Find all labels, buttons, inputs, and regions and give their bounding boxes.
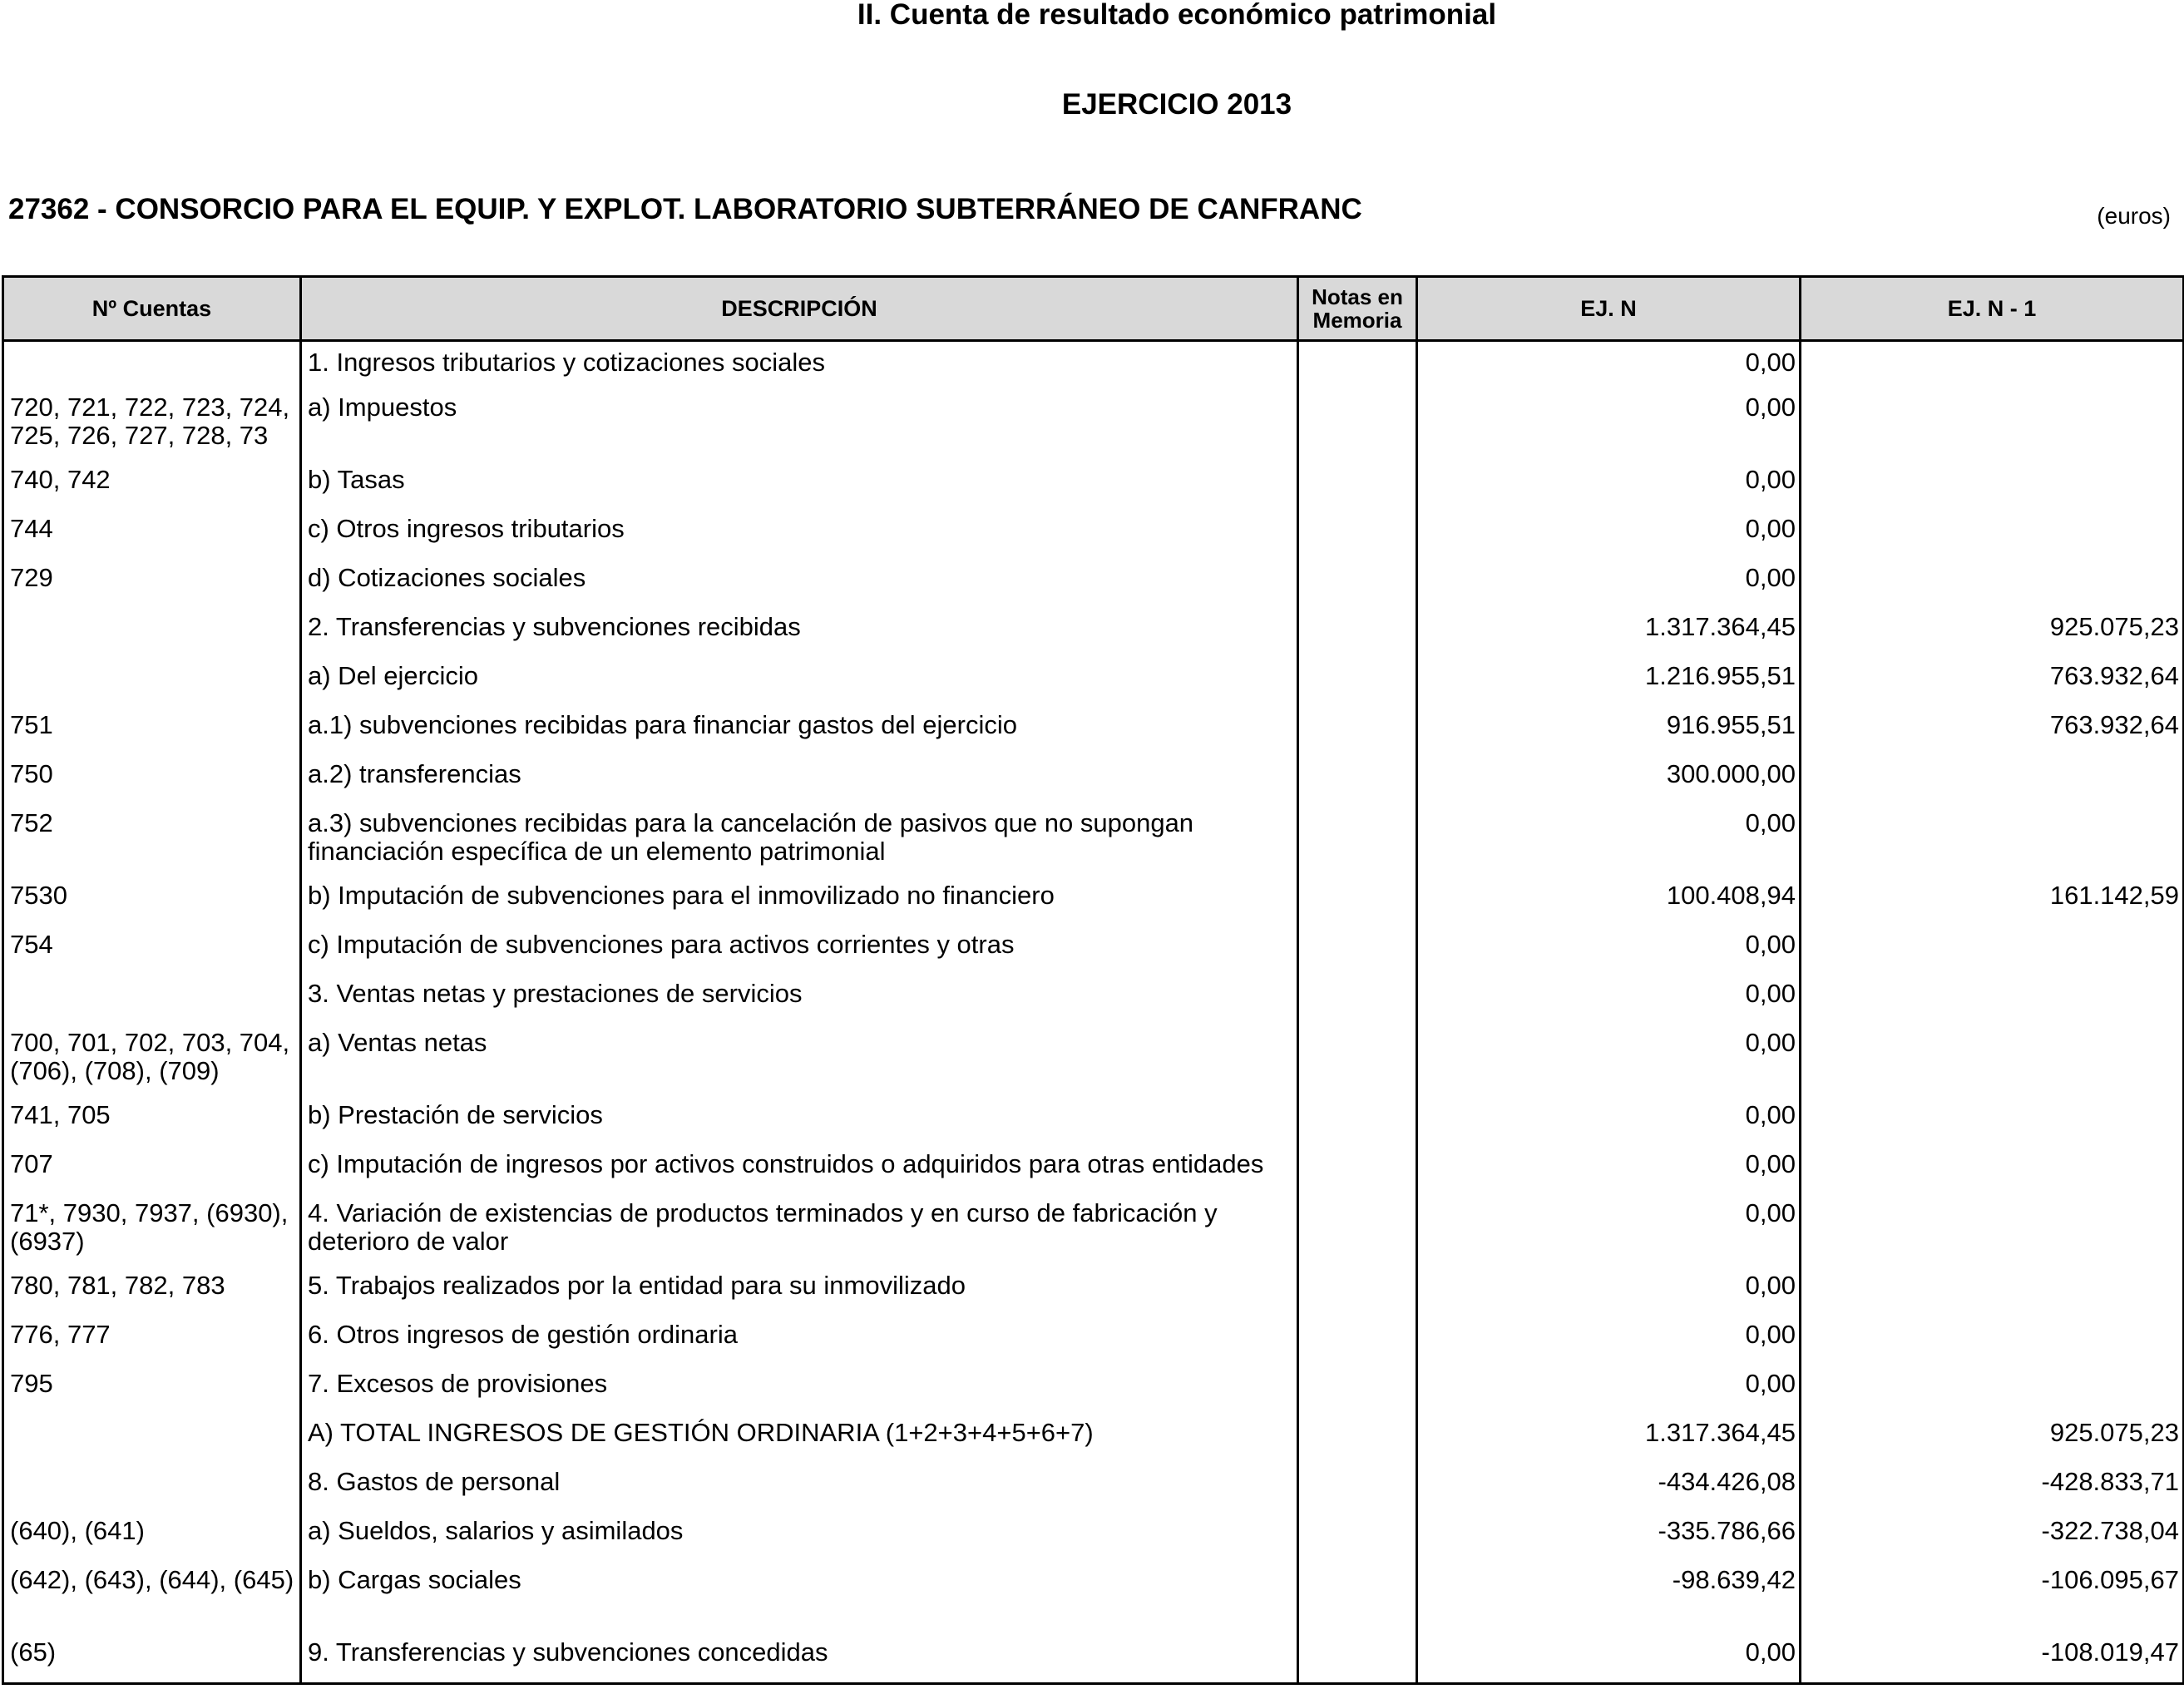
account-cell: 780, 781, 782, 783 (3, 1268, 301, 1317)
description-cell: d) Cotizaciones sociales (301, 561, 1298, 610)
account-cell: (642), (643), (644), (645) (3, 1563, 301, 1635)
account-cell: 754 (3, 927, 301, 976)
account-cell (3, 659, 301, 708)
account-cell: 751 (3, 708, 301, 757)
account-cell: 744 (3, 511, 301, 561)
table-row (3, 806, 2184, 878)
description-cell: 6. Otros ingresos de gestión ordinaria (301, 1317, 1298, 1366)
table-row (3, 1268, 2184, 1317)
account-cell: 741, 705 (3, 1098, 301, 1147)
ej-n1-value: 763.932,64 (1801, 659, 2184, 708)
ej-n1-value: -106.095,67 (1801, 1563, 2184, 1635)
description-cell: b) Imputación de subvenciones para el inmovilizado no financiero (301, 878, 1298, 927)
notes-cell (1298, 561, 1417, 610)
account-cell: 776, 777 (3, 1317, 301, 1366)
column-header-accounts: Nº Cuentas (3, 277, 301, 341)
ej-n-value: 0,00 (1417, 806, 1801, 878)
ej-n-value: 1.317.364,45 (1417, 610, 1801, 659)
ej-n-value: 0,00 (1417, 1098, 1801, 1147)
account-cell (3, 341, 301, 390)
table-row (3, 1366, 2184, 1415)
table-row (3, 1025, 2184, 1098)
ej-n1-value (1801, 1366, 2184, 1415)
ej-n1-value: -322.738,04 (1801, 1514, 2184, 1563)
ej-n1-value: 925.075,23 (1801, 1415, 2184, 1464)
ej-n-value: 0,00 (1417, 1317, 1801, 1366)
ej-n1-value (1801, 561, 2184, 610)
ej-n1-value (1801, 1025, 2184, 1098)
ej-n-value: 0,00 (1417, 976, 1801, 1025)
ej-n1-value (1801, 341, 2184, 390)
description-cell: 7. Excesos de provisiones (301, 1366, 1298, 1415)
ej-n-value: -98.639,42 (1417, 1563, 1801, 1635)
notes-cell (1298, 927, 1417, 976)
table-row (3, 1563, 2184, 1635)
notes-cell (1298, 1366, 1417, 1415)
ej-n-value: 0,00 (1417, 462, 1801, 511)
notes-cell (1298, 708, 1417, 757)
ej-n-value: 100.408,94 (1417, 878, 1801, 927)
ej-n1-value: 925.075,23 (1801, 610, 2184, 659)
ej-n-value: 0,00 (1417, 1366, 1801, 1415)
account-cell: (65) (3, 1635, 301, 1684)
account-cell (3, 1464, 301, 1514)
description-cell: b) Prestación de servicios (301, 1098, 1298, 1147)
description-cell: 9. Transferencias y subvenciones concedidas (301, 1635, 1298, 1684)
ej-n-value: -434.426,08 (1417, 1464, 1801, 1514)
ej-n-value: 0,00 (1417, 1147, 1801, 1196)
ej-n1-value (1801, 806, 2184, 878)
description-cell: 8. Gastos de personal (301, 1464, 1298, 1514)
account-cell: 720, 721, 722, 723, 724, 725, 726, 727, 728, 73 (3, 390, 301, 462)
account-cell: 740, 742 (3, 462, 301, 511)
description-cell: 2. Transferencias y subvenciones recibidas (301, 610, 1298, 659)
notes-cell (1298, 1514, 1417, 1563)
notes-cell (1298, 806, 1417, 878)
table-row (3, 878, 2184, 927)
description-cell: a.2) transferencias (301, 757, 1298, 806)
notes-cell (1298, 1415, 1417, 1464)
ej-n1-value (1801, 1098, 2184, 1147)
ej-n-value: 0,00 (1417, 1268, 1801, 1317)
notes-cell (1298, 1098, 1417, 1147)
ej-n1-value (1801, 1196, 2184, 1268)
notes-cell (1298, 462, 1417, 511)
ej-n1-value (1801, 1147, 2184, 1196)
notes-cell (1298, 1563, 1417, 1635)
ej-n-value: 0,00 (1417, 1635, 1801, 1684)
ej-n-value: 0,00 (1417, 1025, 1801, 1098)
notes-cell (1298, 511, 1417, 561)
account-cell: (640), (641) (3, 1514, 301, 1563)
column-header-ej-n1: EJ. N - 1 (1801, 277, 2184, 341)
ej-n-value: 916.955,51 (1417, 708, 1801, 757)
ej-n-value: 300.000,00 (1417, 757, 1801, 806)
table-row (3, 1415, 2184, 1464)
entity-name: 27362 - CONSORCIO PARA EL EQUIP. Y EXPLOT. LABORATORIO SUBTERRÁNEO DE CANFRANC (8, 193, 1362, 225)
ej-n1-value (1801, 1268, 2184, 1317)
account-cell: 71*, 7930, 7937, (6930), (6937) (3, 1196, 301, 1268)
description-cell: 1. Ingresos tributarios y cotizaciones sociales (301, 341, 1298, 390)
table-row (3, 927, 2184, 976)
notes-cell (1298, 1025, 1417, 1098)
table-row (3, 708, 2184, 757)
account-cell: 750 (3, 757, 301, 806)
notes-cell (1298, 1196, 1417, 1268)
ej-n1-value (1801, 390, 2184, 462)
notes-cell (1298, 1635, 1417, 1684)
account-cell (3, 976, 301, 1025)
table-row (3, 561, 2184, 610)
ej-n1-value: 161.142,59 (1801, 878, 2184, 927)
table-row (3, 1514, 2184, 1563)
notes-cell (1298, 976, 1417, 1025)
ej-n1-value: 763.932,64 (1801, 708, 2184, 757)
table-row (3, 659, 2184, 708)
ej-n-value: 0,00 (1417, 927, 1801, 976)
ej-n1-value (1801, 976, 2184, 1025)
table-row (3, 1196, 2184, 1268)
ej-n-value: 0,00 (1417, 1196, 1801, 1268)
report-title: II. Cuenta de resultado económico patrimonial (857, 0, 1497, 31)
description-cell: c) Imputación de subvenciones para activos corrientes y otras (301, 927, 1298, 976)
description-cell: a) Del ejercicio (301, 659, 1298, 708)
ej-n1-value (1801, 462, 2184, 511)
table-row (3, 757, 2184, 806)
notes-cell (1298, 1268, 1417, 1317)
ej-n-value: -335.786,66 (1417, 1514, 1801, 1563)
description-cell: 4. Variación de existencias de productos terminados y en curso de fabricación y deterioro de valor (301, 1196, 1298, 1268)
notes-cell (1298, 757, 1417, 806)
table-header-row (3, 277, 2184, 341)
notes-cell (1298, 1317, 1417, 1366)
table-row (3, 1317, 2184, 1366)
ej-n1-value (1801, 1317, 2184, 1366)
account-cell: 7530 (3, 878, 301, 927)
account-cell (3, 1415, 301, 1464)
table-row (3, 511, 2184, 561)
notes-cell (1298, 878, 1417, 927)
ej-n-value: 0,00 (1417, 341, 1801, 390)
table-row (3, 610, 2184, 659)
description-cell: 5. Trabajos realizados por la entidad para su inmovilizado (301, 1268, 1298, 1317)
notes-cell (1298, 659, 1417, 708)
description-cell: a) Ventas netas (301, 1025, 1298, 1098)
account-cell: 700, 701, 702, 703, 704, (706), (708), (709) (3, 1025, 301, 1098)
notes-cell (1298, 1147, 1417, 1196)
ej-n-value: 0,00 (1417, 390, 1801, 462)
table-row (3, 462, 2184, 511)
account-cell: 707 (3, 1147, 301, 1196)
notes-cell (1298, 1464, 1417, 1514)
table-row (3, 1147, 2184, 1196)
description-cell: b) Tasas (301, 462, 1298, 511)
description-cell: a) Sueldos, salarios y asimilados (301, 1514, 1298, 1563)
ej-n-value: 1.317.364,45 (1417, 1415, 1801, 1464)
ej-n-value: 0,00 (1417, 511, 1801, 561)
ej-n1-value (1801, 927, 2184, 976)
description-cell: c) Otros ingresos tributarios (301, 511, 1298, 561)
table-row (3, 1464, 2184, 1514)
account-cell: 795 (3, 1366, 301, 1415)
notes-cell (1298, 610, 1417, 659)
currency-units: (euros) (2097, 203, 2171, 229)
description-cell: c) Imputación de ingresos por activos construidos o adquiridos para otras entidades (301, 1147, 1298, 1196)
table-row (3, 341, 2184, 390)
description-cell: b) Cargas sociales (301, 1563, 1298, 1635)
fiscal-year-title: EJERCICIO 2013 (1061, 88, 1292, 121)
income-statement-table (2, 275, 2184, 1685)
ej-n-value: 1.216.955,51 (1417, 659, 1801, 708)
table-row (3, 976, 2184, 1025)
table-row (3, 1098, 2184, 1147)
ej-n1-value (1801, 511, 2184, 561)
column-header-description: DESCRIPCIÓN (301, 277, 1298, 341)
table-row (3, 390, 2184, 462)
description-cell: a.1) subvenciones recibidas para financiar gastos del ejercicio (301, 708, 1298, 757)
column-header-ej-n: EJ. N (1417, 277, 1801, 341)
description-cell: a.3) subvenciones recibidas para la cancelación de pasivos que no supongan financiación específica de un elemento patrimonial (301, 806, 1298, 878)
column-header-notes: Notas en Memoria (1298, 277, 1417, 341)
account-cell: 752 (3, 806, 301, 878)
notes-cell (1298, 390, 1417, 462)
description-cell: A) TOTAL INGRESOS DE GESTIÓN ORDINARIA (1+2+3+4+5+6+7) (301, 1415, 1298, 1464)
ej-n1-value: -108.019,47 (1801, 1635, 2184, 1684)
account-cell: 729 (3, 561, 301, 610)
description-cell: 3. Ventas netas y prestaciones de servicios (301, 976, 1298, 1025)
notes-cell (1298, 341, 1417, 390)
ej-n-value: 0,00 (1417, 561, 1801, 610)
ej-n1-value: -428.833,71 (1801, 1464, 2184, 1514)
account-cell (3, 610, 301, 659)
description-cell: a) Impuestos (301, 390, 1298, 462)
table-row (3, 1635, 2184, 1684)
ej-n1-value (1801, 757, 2184, 806)
